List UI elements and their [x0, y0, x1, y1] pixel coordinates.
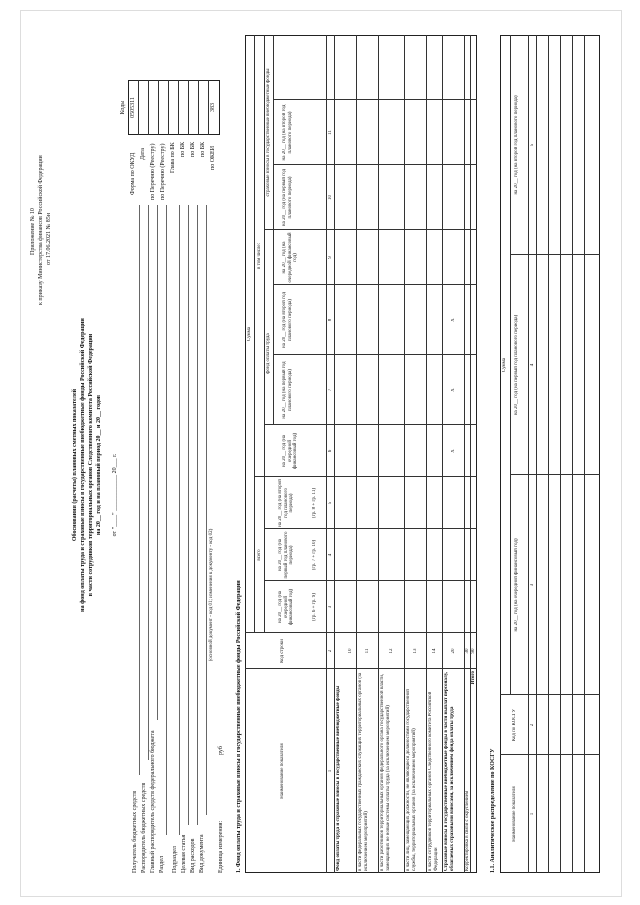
- col-num-7: 7: [328, 388, 333, 392]
- fot-header: фонд оплаты труда: [266, 333, 271, 374]
- doc-type-note: (основной документ - код 01; изменения к документу - код 02): [209, 528, 214, 662]
- col-code-header: Код строки: [280, 639, 285, 663]
- ins-y1: на 20__ год (на очередной финансовый год): [282, 232, 298, 283]
- registry-label-1: по Перечню (Реестру): [150, 143, 156, 200]
- appendix-label: Приложение № 10: [30, 208, 36, 255]
- kosgu-y3: на 20__ год (на второй год планового периода): [514, 95, 519, 195]
- col-num-9: 9: [328, 256, 333, 259]
- row-code: 10: [348, 648, 353, 654]
- kosgu-sum-header: Сумма: [502, 357, 507, 373]
- section-1-title: 1. Фонд оплаты труда и страховые взносы в государственные внебюджетные фонды Российской Федерации: [236, 580, 242, 873]
- okei-label: по ОКЕИ: [210, 145, 216, 170]
- total-y1-formula: (гр. 6 + гр. 9): [312, 593, 317, 621]
- title-line-2: на фонд оплаты труда и страховые взносы в государственные внебюджетные фонды Российской Федерации: [80, 318, 86, 612]
- total-y3: на 20__ год (на второй год планового периода): [278, 479, 294, 527]
- total-y2-formula: (гр. 7 + гр. 10): [312, 539, 317, 571]
- col-num-8: 8: [328, 318, 333, 322]
- table-row: Итого: [471, 671, 476, 685]
- field-chief-manager: Главный распорядитель средств федерального бюджета: [150, 730, 156, 873]
- kosgu-num-1: 1: [530, 812, 535, 816]
- insurance-header: страховые взносы в государственные внебюджетные фонды: [266, 68, 271, 197]
- fot-y3: на 20__ год (на второй год планового периода): [282, 292, 293, 348]
- section-1-1-title: 1.1. Аналитическое распределение по КОСГУ: [490, 748, 496, 873]
- col-num-11: 11: [328, 130, 333, 135]
- sum-header: Сумма: [247, 326, 252, 342]
- ins-y2: на 20__ год (на первый год планового периода): [282, 168, 293, 227]
- table-row: Корректировка в связи с округлением: [465, 790, 470, 871]
- col-name-header: Наименование показателя: [280, 743, 285, 799]
- field-section: Раздел: [159, 856, 165, 873]
- title-line-1: Обоснования (расчеты) плановых сметных показателей: [72, 388, 78, 542]
- table-row: Страховые взносы в государственные внебюджетные фонды в части выплат персоналу, облагаемых страховыми взносами, за исключением фонда оплаты труда: [444, 672, 455, 871]
- table-row: в части сотрудников территориальных органов Следственного комитета Российской Федерации: [428, 691, 439, 871]
- registry-label-2: по Перечню (Реестру): [160, 143, 166, 200]
- row-code: 13: [413, 648, 418, 654]
- form-label: Форма по ОКУД: [130, 152, 136, 195]
- kosgu-y1: на 20__ год (на очередной финансовый год): [514, 538, 519, 632]
- total-y2: на 20__ год (на первый год планового периода): [278, 531, 294, 579]
- table-row: в части работников территориальных органов федерального органа государственной власти, замещающих не новые системы оплаты труда (за исключением мероприятий): [380, 673, 391, 871]
- rotated-document: [20, 10, 620, 895]
- x-mark: Х: [451, 388, 456, 392]
- kosgu-col-name: Наименование показателя: [512, 786, 517, 842]
- table-row: Фонд оплаты труда и страховые взносы в государственные внебюджетные фонды: [336, 685, 341, 871]
- col-num-1: 1: [328, 769, 333, 773]
- total-header: всего: [257, 549, 262, 561]
- bk-chapter-label: Глава по БК: [170, 142, 176, 173]
- unit-value: руб: [218, 746, 224, 755]
- table-row: в части лиц, замещающих должности, не являющиеся должностями государственной службы, территориальных органов (за исключением мероприятий): [406, 689, 417, 871]
- codes-box: [128, 80, 220, 135]
- field-document-type: Вид документа: [199, 834, 205, 873]
- ins-y3: на 20__ год (на второй год планового периода): [282, 104, 293, 161]
- kosgu-num-3: 3: [530, 583, 535, 587]
- row-code: 11: [365, 648, 370, 654]
- col-num-3: 3: [328, 605, 333, 609]
- row-code: 12: [389, 648, 394, 654]
- bk-label-4: по БК: [200, 141, 206, 157]
- row-code: 20: [451, 648, 456, 654]
- order-line: к приказу Министерства финансов Российской Федерации: [38, 155, 44, 305]
- col-num-5: 5: [328, 501, 333, 505]
- total-y3-formula: (гр. 8 + гр. 11): [312, 487, 317, 519]
- field-recipient: Получатель бюджетных средств: [132, 790, 138, 873]
- unit-label: Единица измерения:: [218, 820, 224, 873]
- row-code: 14: [432, 648, 437, 654]
- field-target-item: Целевая статья: [181, 834, 187, 873]
- row-code: 30: [465, 648, 470, 654]
- bk-label-2: по БК: [180, 141, 186, 157]
- row-code: 90: [471, 648, 476, 654]
- col-num-6: 6: [328, 449, 333, 453]
- date-label: Дата: [140, 148, 146, 160]
- col-num-2: 2: [328, 649, 333, 653]
- kosgu-col-code: Код по КОСГУ: [512, 708, 517, 742]
- title-date: от "____" ____________ 20___ г.: [112, 453, 118, 537]
- kosgu-y2: на 20__ год (на первый год планового периода): [514, 314, 519, 416]
- fot-y1: на 20__ год (на очередной финансовый год): [282, 432, 298, 470]
- x-mark: Х: [451, 318, 456, 322]
- kosgu-num-5: 5: [530, 143, 535, 147]
- okei-code: 383: [210, 103, 216, 112]
- order-date: от 17.06.2021 № 85н: [46, 213, 52, 265]
- title-line-4: на 20__ год и на плановый период 20__ и 20__ годов: [96, 394, 102, 536]
- kosgu-num-4: 4: [530, 363, 535, 367]
- codes-header: Коды: [120, 100, 126, 115]
- field-manager: Распорядитель бюджетных средств: [141, 782, 147, 873]
- table-row: в части федеральных государственных гражданских служащих территориальных органов (за исключением мероприятий): [358, 672, 369, 871]
- form-code: 0505311: [130, 97, 136, 118]
- kosgu-num-2: 2: [530, 723, 535, 727]
- x-mark: Х: [451, 449, 456, 453]
- total-y1: на 20__ год (на очередной финансовый год): [278, 588, 294, 626]
- fot-y2: на 20__ год (на первый год планового периода): [282, 361, 293, 419]
- incl-header: в том числе:: [257, 242, 262, 270]
- col-num-4: 4: [328, 553, 333, 557]
- bk-label-3: по БК: [190, 141, 196, 157]
- col-num-10: 10: [328, 195, 333, 200]
- field-subsection: Подраздел: [172, 846, 178, 873]
- field-expense-type: Вид расходов: [190, 838, 196, 873]
- title-line-3: в части сотрудников территориальных органов Следственного комитета Российской Федерации: [88, 333, 94, 597]
